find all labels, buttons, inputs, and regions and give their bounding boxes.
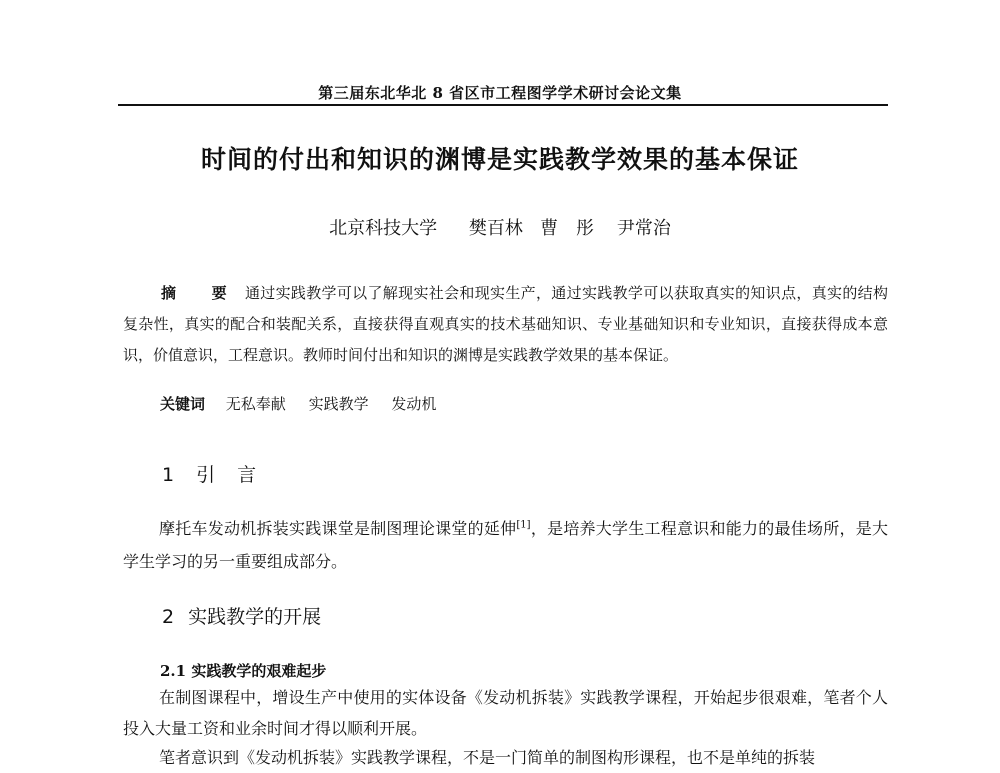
author-1: 樊百林 (468, 218, 523, 239)
author-2: 曹 彤 (540, 218, 594, 239)
abstract-label: 摘 要 (161, 284, 237, 302)
para-text-a: 摩托车发动机拆装实践课堂是制图理论课堂的延伸 (159, 519, 517, 538)
subsection-2-1-heading: 2.1 实践教学的艰难起步 (160, 662, 327, 680)
keyword-1: 无私奉献 (225, 395, 286, 413)
section-2-heading (162, 602, 321, 629)
author-line (0, 214, 1000, 240)
keywords (160, 392, 454, 416)
abstract (123, 278, 888, 371)
subsection-2-1-paragraph-2: 笔者意识到《发动机拆装》实践教学课程，不是一门简单的制图构形课程，也不是单纯的拆装 (159, 748, 816, 767)
running-header: 第三届东北华北 8 省区市工程图学学术研讨会论文集 (318, 84, 682, 102)
keywords-label: 关键词 (160, 395, 206, 413)
citation-ref: [1] (516, 519, 531, 531)
section-1-heading: 1 引 言 (162, 464, 265, 486)
section-2-title: 实践教学的开展 (188, 606, 322, 628)
header-rule (118, 104, 888, 106)
section-2-number: 2 (162, 606, 175, 628)
paper-title: 时间的付出和知识的渊博是实践教学效果的基本保证 (200, 145, 799, 174)
affiliation: 北京科技大学 (329, 218, 438, 239)
abstract-text: 通过实践教学可以了解现实社会和现实生产，通过实践教学可以获取真实的知识点，真实的结构复杂性，真实的配合和装配关系，直接获得直观真实的技术基础知识、专业基础知识和专业知识，直接获得成本意识，价值意识，工程意识。教师时间付出和知识的渊博是实践教学效果的基本保证。 (123, 284, 888, 364)
para-text-b: ，是培养大学生工程意识和能力的最佳场所，是大学生学习的另一重要组成部分。 (123, 519, 888, 571)
section-1-paragraph (123, 512, 888, 578)
keyword-3: 发动机 (391, 395, 437, 413)
subsection-2-1-paragraph: 在制图课程中，增设生产中使用的实体设备《发动机拆装》实践教学课程，开始起步很艰难，笔者个人投入大量工资和业余时间才得以顺利开展。 (123, 688, 888, 738)
author-3: 尹常治 (616, 218, 671, 239)
keyword-2: 实践教学 (308, 395, 369, 413)
